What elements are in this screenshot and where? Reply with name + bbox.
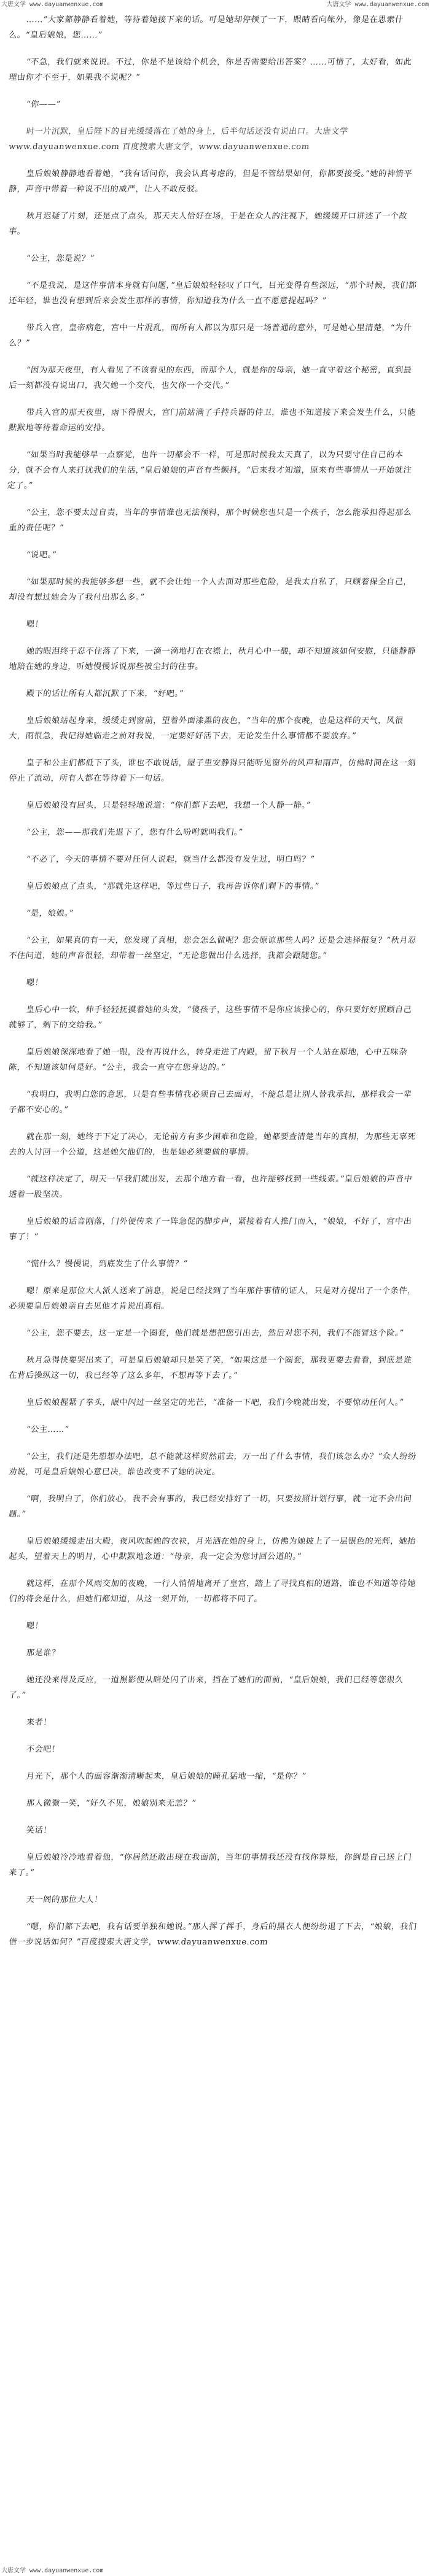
paragraph: 时一片沉默，皇后陛下的目光缓缓落在了她的身上，后半句话还没有说出口。大唐文学 www.dayuanwenxue.com 百度搜索大唐文学，www.dayuanwenxue.com [8,127,349,152]
paragraph: 那是谁？ [25,1649,61,1658]
paragraph: 笑话！ [25,1826,52,1835]
paragraph: 就在那一刻，她终于下定了决心，无论前方有多少困难和危险，她都要查清楚当年的真相，为那些无辜死去的人讨回一个公道，这是她欠他们的，也是她必须要做的事情。 [8,1132,416,1157]
paragraph: 嗯！ [25,1622,44,1631]
paragraph: 皇后娘娘静静地看着她，“我有话问你，我会认真考虑的，但是不管结果如何，你都要接受。”她的神情平静，声音中带着一种说不出的威严，让人不敢反驳。 [8,169,413,194]
header-site-right: 大唐文学 www.dayuanwenxue.com [326,1,429,8]
paragraph: 皇后娘娘深深地看了她一眼，没有再说什么，转身走进了内殿，留下秋月一个人站在原地，心中五味杂陈，不知道该如何是好。“公主，我会一直守在您身边的。” [8,1048,408,1072]
paragraph: 秋月迟疑了片刻，还是点了点头，那天夫人恰好在场，于是在众人的注视下，她缓缓开口讲述了一个故事。 [8,212,408,236]
paragraph: “不必了，今天的事情不要对任何人说起，就当什么都没有发生过，明白吗？” [25,855,316,864]
paragraph: 她的眼泪终于忍不住落了下来，一滴一滴地打在衣襟上，秋月心中一酸，却不知道该如何安慰，只能静静地陪在她的身边，听她慢慢诉说那些被尘封的往事。 [8,647,416,671]
paragraph: 皇后娘娘缓缓走出大殿，夜风吹起她的衣袂，月光洒在她的身上，仿佛为她披上了一层银色的光辉，她抬起头，望着天上的明月，心中默默地念道：“母亲，我一定会为您讨回公道的。” [8,1537,416,1561]
paragraph: 月光下，那个人的面容渐渐清晰起来，皇后娘娘的瞳孔猛地一缩，“是你？” [25,1772,307,1781]
paragraph: “就这样决定了，明天一早我们就出发，去那个地方看一看，也许能够找到一些线索。”皇后娘娘的声音中透着一股坚决。 [8,1175,413,1199]
paragraph: 那人微微一笑，“好久不见，娘娘别来无恙？” [25,1799,197,1808]
paragraph: “因为那天夜里，有人看见了不该看见的东西，而那个人，就是你的母亲，她一直守着这个秘密，直到最后一刻都没有说出口，我欠她一个交代，也欠你一个交代。” [8,366,413,390]
paragraph: “公主，您不要太过自责，当年的事情谁也无法预料，那个时候您也只是一个孩子，怎么能承担得起那么重的责任呢？” [8,508,413,533]
paragraph: “啊，我明白了，你们放心，我不会有事的，我已经安排好了一切，只要按照计划行事，就一定不会出问题。” [8,1495,413,1519]
paragraph: 嗯！ [25,978,44,988]
paragraph: “如果那时候的我能够多想一些，就不会让她一个人去面对那些危险，是我太自私了，只顾着保全自己，却没有想过她会为了我付出那么多。” [8,578,413,602]
page-header [0,0,430,10]
paragraph: 皇后娘娘握紧了拳头，眼中闪过一丝坚定的光芒，“准备一下吧，我们今晚就出发，不要惊动任何人。” [25,1398,405,1407]
paragraph: 皇后娘娘站起身来，缓缓走到窗前，望着外面漆黑的夜色，“当年的那个夜晚，也是这样的天气，风很大，雨很急，我记得她临走之前对我说，一定要好好活下去，无论发生什么事情都不要放弃。” [8,716,404,741]
paragraph: “公主，您——那我们先退下了，您有什么吩咐就叫我们。” [25,828,244,837]
footer-site-text: 大唐文学 www.dayuanwenxue.com [1,2567,104,2574]
paragraph: “不是我说，是这件事情本身就有问题，”皇后娘娘轻轻叹了口气，目光变得有些深远，“那个时候，我们都还年轻，谁也没有想到后来会发生那样的事情，你知道我为什么一直不愿意提起吗？” [8,281,418,306]
paragraph: “公主，您不要去，这一定是一个圈套，他们就是想把您引出去，然后对您不利，我们不能冒这个险。” [25,1329,405,1338]
paragraph: “慌什么？慢慢说，到底发生了什么事情？” [25,1259,189,1269]
paragraph: “公主，您是说？” [25,254,95,263]
paragraph: 带兵入宫的那天夜里，雨下得很大，宫门前站满了手持兵器的侍卫，谁也不知道接下来会发生什么，只能默默地等待着命运的安排。 [8,408,416,433]
paragraph: “我明白，我明白您的意思，只是有些事情我必须自己去面对，不能总是让别人替我承担，那样我会一辈子都不安心的。” [8,1090,413,1115]
paragraph: “你——” [25,100,61,109]
paragraph: 皇后娘娘没有回头，只是轻轻地说道：“你们都下去吧，我想一个人静一静。” [25,801,311,810]
paragraph: ……”大家都静静看着她，等待着她接下来的话。可是她却停顿了一下，眼睛看向帐外，像是在思索什么。“皇后娘娘，您……” [8,15,404,40]
header-site-left: 大唐文学 www.dayuanwenxue.com [1,1,104,8]
paragraph: 她还没来得及反应，一道黑影便从暗处闪了出来，挡在了她们的面前，“皇后娘娘，我们已经等您很久了。” [8,1676,404,1700]
paragraph: 秋月急得快要哭出来了，可是皇后娘娘却只是笑了笑，“如果这是一个圈套，那我更要去看看，到底是谁在背后操纵这一切，我已经等了这么多年，不想再等下去了。” [8,1356,413,1380]
paragraph: 皇子和公主们都低下了头，谁也不敢说话，屋子里安静得只能听见窗外的风声和雨声，仿佛时间在这一刻停止了流动，所有人都在等待着下一句话。 [8,759,416,783]
paragraph: “是，娘娘。” [25,909,74,918]
paragraph: 就这样，在那个风雨交加的夜晚，一行人悄悄地离开了皇宫，踏上了寻找真相的道路，谁也不知道等待她们的将会是什么，但她们都知道，从这一刻开始，一切都将不同了。 [8,1579,416,1604]
paragraph: “嗯，你们都下去吧，我有话要单独和她说。”那人挥了挥手，身后的黑衣人便纷纷退了下去，“娘娘，我们借一步说话如何？”百度搜索大唐文学，www.dayuanwenxue.com [8,1922,418,1947]
paragraph: 带兵入宫，皇帝病危，宫中一片混乱，而所有人都以为那只是一场普通的意外，可是她心里清楚，“为什么？” [8,323,413,348]
page-footer [0,2566,430,2576]
paragraph: 皇后娘娘冷冷地看着他，“你居然还敢出现在我面前，当年的事情我还没有找你算账，你倒是自己送上门来了。” [8,1853,413,1878]
paragraph: 来者！ [25,1718,52,1727]
article-body [0,12,430,2564]
paragraph: “公主……” [25,1425,70,1434]
paragraph: 殿下的话让所有人都沉默了下来，“好吧。” [25,689,184,698]
paragraph: 嗯！ [25,620,44,629]
paragraph: 皇后心中一软，伸手轻轻抚摸着她的头发，“傻孩子，这些事情不是你应该操心的，你只要好好照顾自己就够了，剩下的交给我。” [8,1005,413,1030]
paragraph: 天一阁的那位大人！ [25,1895,103,1905]
paragraph: “如果当时我能够早一点察觉，也许一切都会不一样，可是那时候我太天真了，以为只要守住自己的本分，就不会有人来打扰我们的生活，”皇后娘娘的声音有些颤抖，“后来我才知道，原来有些事情从一开始就注定了。” [6,451,412,490]
paragraph: 不会吧！ [25,1745,61,1754]
paragraph: 皇后娘娘点了点头，“那就先这样吧，等过些日子，我再告诉你们剩下的事情。” [25,882,320,891]
paragraph: “不急，我们就来说说。不过，你是不是该给个机会，你是否需要给出答案？……可惜了，太好看，如此理由你才不至于，如果我不说呢？” [8,58,413,82]
paragraph: “说吧。” [25,551,57,560]
paragraph: 皇后娘娘的话音刚落，门外便传来了一阵急促的脚步声，紧接着有人推门而入，“娘娘，不好了，宫中出事了！” [8,1217,413,1242]
paragraph: “公主，如果真的有一天，您发现了真相，您会怎么做呢？您会原谅那些人吗？还是会选择报复？”秋月忍不住问道，她的声音很轻，却带着一丝坚定，“无论您做出什么选择，我都会跟随您。” [8,936,417,961]
paragraph: 嗯！原来是那位大人派人送来了消息，说是已经找到了当年那件事情的证人，只是对方提出了一个条件，必须要皇后娘娘亲自去见他才肯说出真相。 [8,1286,416,1311]
paragraph: “公主，我们还是先想想办法吧，总不能就这样贸然前去，万一出了什么事情，我们该怎么办？”众人纷纷劝说，可是皇后娘娘心意已决，谁也改变不了她的决定。 [8,1452,417,1477]
